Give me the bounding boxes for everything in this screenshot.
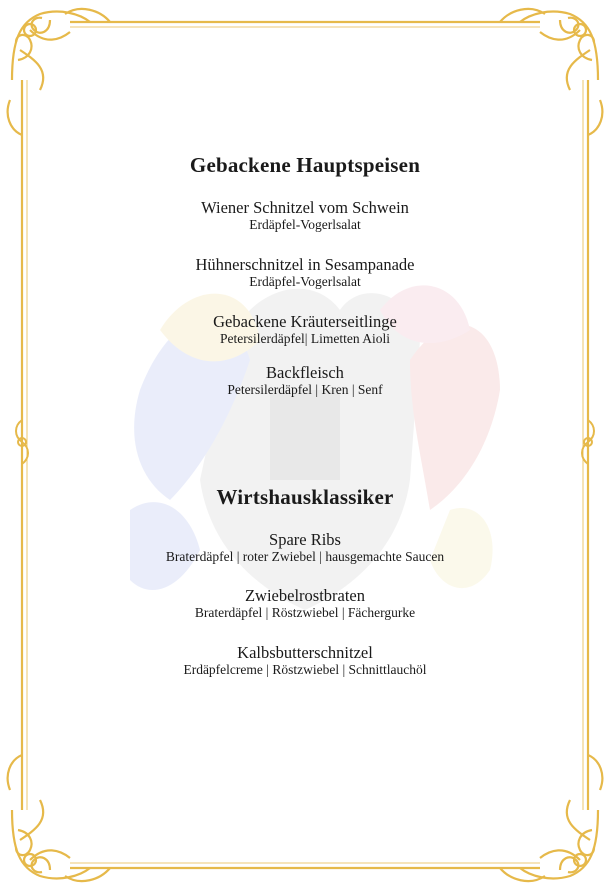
section-title-gebackene-hauptspeisen: Gebackene Hauptspeisen bbox=[189, 153, 421, 177]
dish-name: Zwiebelrostbraten bbox=[244, 586, 366, 605]
dish-description: Petersilerdäpfel| Limetten Aioli bbox=[220, 331, 390, 346]
dish-name: Spare Ribs bbox=[269, 530, 341, 549]
dish-item bbox=[0, 587, 610, 621]
dish-description: Braterdäpfel | Röstzwiebel | Fächergurke bbox=[194, 605, 416, 620]
dish-name: Backfleisch bbox=[266, 363, 344, 382]
dish-name: Wiener Schnitzel vom Schwein bbox=[201, 198, 409, 217]
dish-name: Gebackene Kräuterseitlinge bbox=[213, 312, 397, 331]
dish-name: Kalbsbutterschnitzel bbox=[237, 643, 373, 662]
section-title-wirtshausklassiker: Wirtshausklassiker bbox=[216, 485, 394, 509]
dish-item bbox=[0, 364, 610, 398]
dish-description: Erdäpfel-Vogerlsalat bbox=[249, 217, 361, 232]
dish-description: Petersilerdäpfel | Kren | Senf bbox=[227, 382, 383, 397]
dish-item bbox=[0, 256, 610, 290]
dish-description: Erdäpfelcreme | Röstzwiebel | Schnittlauchöl bbox=[183, 662, 427, 677]
dish-item bbox=[0, 199, 610, 233]
dish-description: Braterdäpfel | roter Zwiebel | hausgemachte Saucen bbox=[165, 549, 445, 564]
dish-item bbox=[0, 531, 610, 565]
dish-name: Hühnerschnitzel in Sesampanade bbox=[195, 255, 415, 274]
dish-description: Erdäpfel-Vogerlsalat bbox=[249, 274, 361, 289]
dish-item bbox=[0, 313, 610, 347]
dish-item bbox=[0, 644, 610, 678]
